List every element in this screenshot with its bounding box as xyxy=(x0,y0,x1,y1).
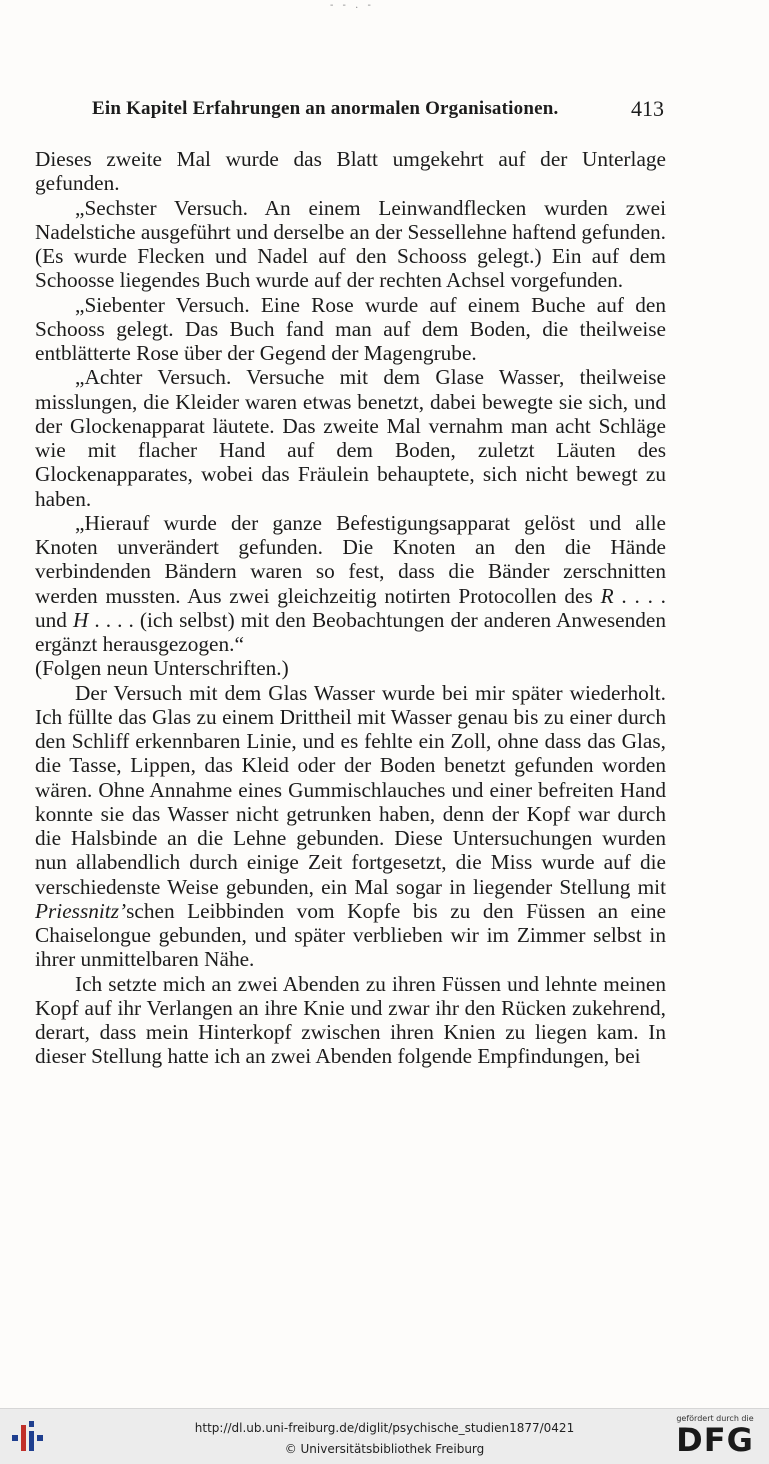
permalink-url[interactable]: http://dl.ub.uni-freiburg.de/diglit/psychische_studien1877/0421 xyxy=(194,1421,575,1435)
text-run: „Achter Versuch. Versuche mit dem Glase Wasser, theilweise misslungen, die Kleider waren etwas benetzt, dabei bewegte sie sich, und der Glockenapparat läutete. Das zweite Mal vernahm man acht Schläge wie mit flacher Hand auf dem Boden, zuletzt Läuten des Glockenapparates, wobei das Fräulein behauptete, sich nicht bewegt zu haben. xyxy=(35,365,666,511)
text-run: (Folgen neun Unterschriften.) xyxy=(35,656,289,681)
text-run: Ich setzte mich an zwei Abenden zu ihren Füssen und lehnte meinen Kopf auf ihr Verlangen an ihre Knie und zwar ihr den Rücken zukehrend, derart, dass mein Hinterkopf zwischen ihren Knien zu liegen kam. In dieser Stellung hatte ich an zwei Abenden folgende Empfindungen, bei xyxy=(35,971,666,1069)
paragraph xyxy=(35,511,666,657)
dfg-tagline: gefördert durch die xyxy=(676,1414,754,1423)
running-title: Ein Kapitel Erfahrungen an anormalen Organisationen. xyxy=(92,98,559,119)
italic-text: R xyxy=(600,583,614,608)
paragraph xyxy=(35,681,666,972)
viewer-footer xyxy=(0,1408,769,1464)
paragraph xyxy=(35,365,666,511)
paragraph xyxy=(35,147,666,196)
text-run: schen Leibbinden vom Kopfe bis zu den Füssen an eine Chaiselongue gebunden, und später verblieben wir im Zimmer selbst in ihrer unmittelbaren Nähe. xyxy=(35,898,666,972)
text-run: „Hierauf wurde der ganze Befestigungsapparat gelöst und alle Knoten unverändert gefunden. Die Knoten an den die Hände verbindenden Bändern waren so fest, dass die Bänder zerschnitten werden mussten. Aus zwei gleichzeitig notirten Protocollen des xyxy=(35,510,666,608)
text-run: Der Versuch mit dem Glas Wasser wurde bei mir später wiederholt. Ich füllte das Glas zu einem Drittheil mit Wasser genau bis zu einer durch den Schliff erkennbaren Linie, und es fehlte ein Zoll, ohne dass das Glas, die Tasse, Lippen, das Kleid oder der Boden benetzt gefunden worden wären. Ohne Annahme eines Gummischlauches und einer befreiten Hand konnte sie das Wasser nicht getrunken haben, denn der Kopf war durch die Halsbinde an die Lehne gebunden. Diese Untersuchungen wurden nun allabendlich durch einige Zeit fortgesetzt, die Miss wurde auf die verschiedenste Weise gebunden, ein Mal sogar in liegender Stellung mit xyxy=(35,680,666,899)
dfg-logo-text: DFG xyxy=(676,1421,754,1459)
signature-note xyxy=(35,656,666,680)
italic-text: Priessnitz’ xyxy=(35,898,127,923)
text-run: . . . . und xyxy=(35,583,666,632)
text-run: . . . . (ich selbst) mit den Beobachtungen der anderen Anwesenden ergänzt herausgezogen.“ xyxy=(35,607,666,656)
paragraph xyxy=(35,293,666,366)
italic-text: H xyxy=(73,607,89,632)
paragraph xyxy=(35,972,666,1069)
paragraph xyxy=(35,196,666,293)
text-run: „Sechster Versuch. An einem Leinwandflecken wurden zwei Nadelstiche ausgeführt und derselbe an der Sessellehne haftend gefunden. (Es wurde Flecken und Nadel auf den Schooss gelegt.) Ein auf dem Schoosse liegendes Buch wurde auf der rechten Achsel vorgefunden. xyxy=(35,195,666,293)
text-run: Dieses zweite Mal wurde das Blatt umgekehrt auf der Unterlage gefunden. xyxy=(35,147,666,196)
running-header xyxy=(92,98,664,128)
body-text xyxy=(35,147,666,1069)
dfg-logo[interactable] xyxy=(671,1414,759,1460)
top-scan-marks: - - . - xyxy=(330,0,374,11)
text-run: „Siebenter Versuch. Eine Rose wurde auf einem Buche auf den Schooss gelegt. Das Buch fand man auf dem Boden, die theilweise entblätterte Rose über der Gegend der Magengrube. xyxy=(35,292,666,365)
page-number: 413 xyxy=(631,96,664,121)
copyright-line: © Universitätsbibliothek Freiburg xyxy=(284,1442,485,1456)
